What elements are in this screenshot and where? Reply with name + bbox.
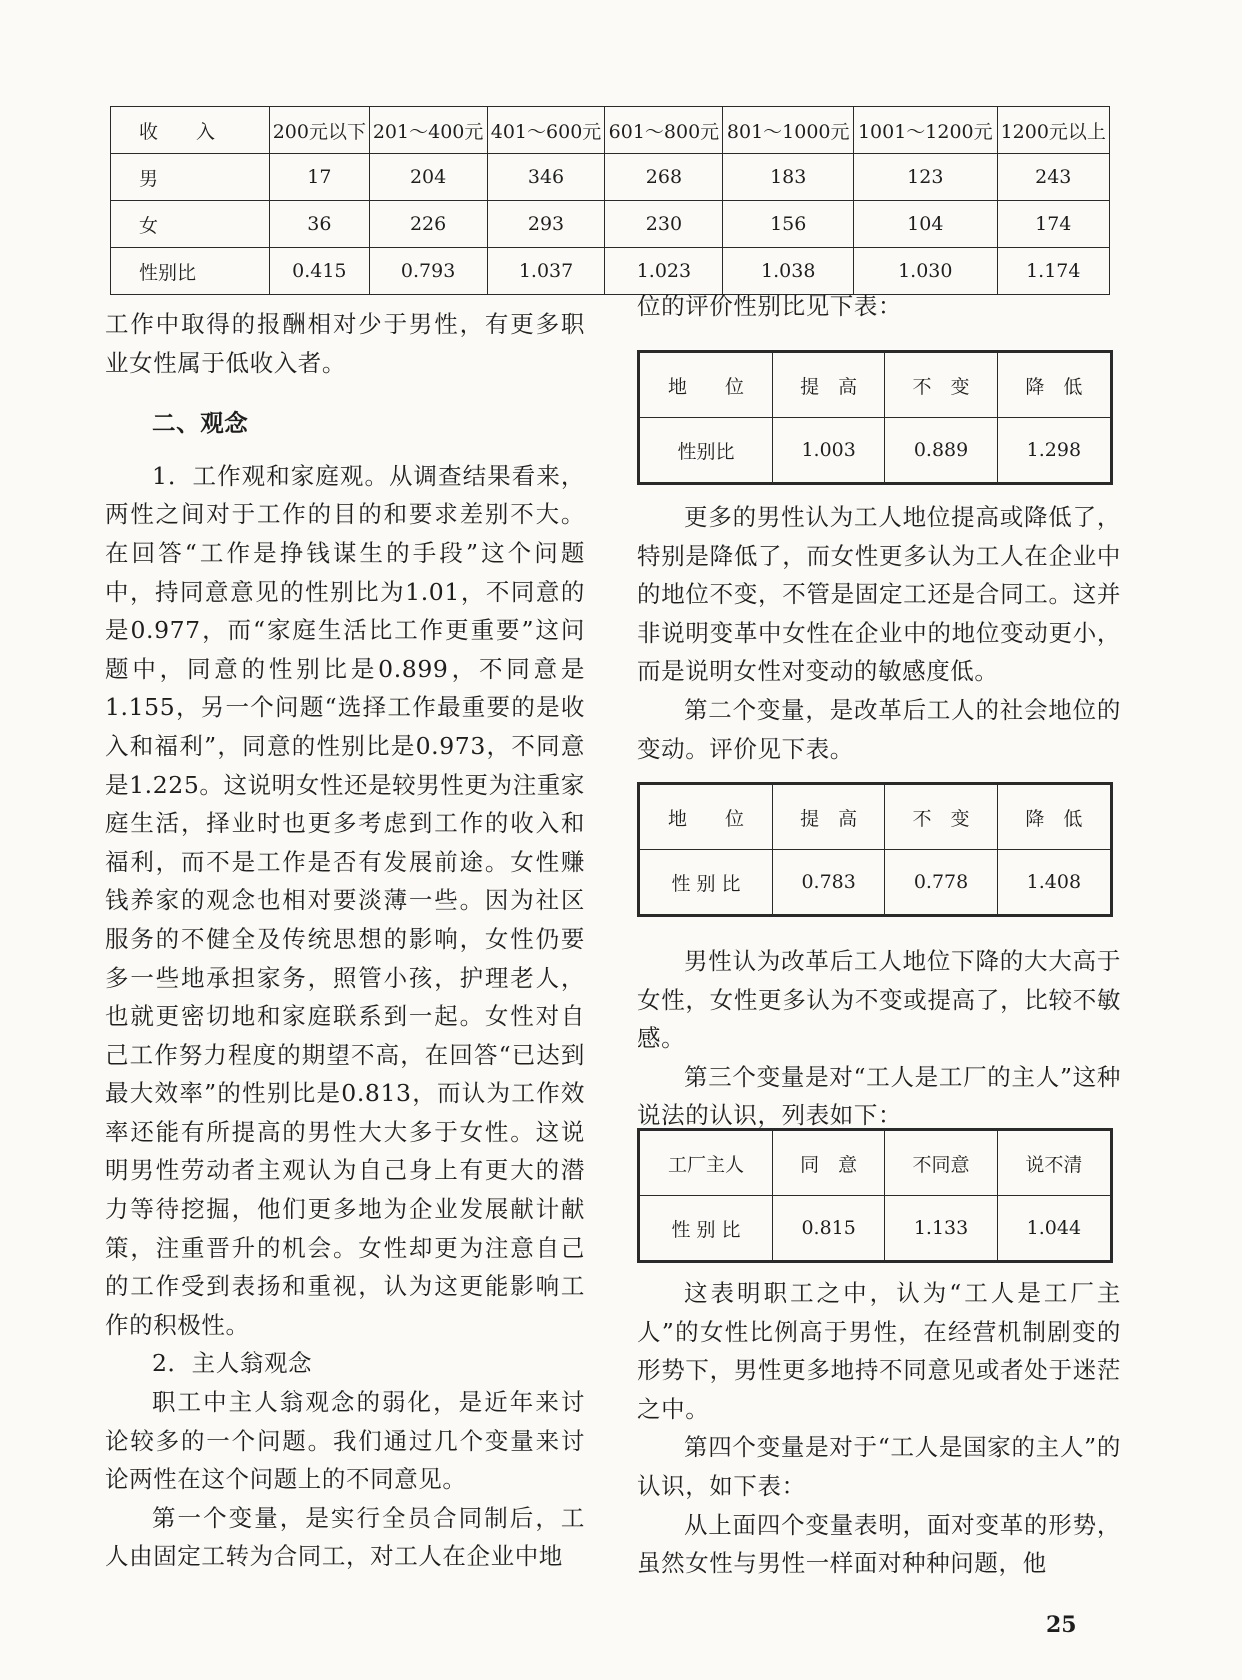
income-header-cell: 1200元以上 [997,107,1109,154]
table-cell: 123 [854,154,997,201]
table-cell: 226 [369,201,487,248]
table-header-cell: 地 位 [639,784,773,850]
table-header-cell: 不同意 [885,1130,997,1196]
table-cell: 男 [111,154,270,201]
table-header-cell: 工厂主人 [639,1130,773,1196]
table-cell: 性 别 比 [639,1196,773,1262]
table-cell: 1.003 [773,418,885,484]
table-header-cell: 地 位 [639,352,773,418]
paragraph: 第一个变量，是实行全员合同制后，工人由固定工转为合同工，对工人在企业中地 [105,1503,585,1571]
page-number: 25 [1046,1612,1077,1638]
left-column [105,305,585,1576]
table-header-cell: 不 变 [885,352,997,418]
table-cell: 0.793 [369,248,487,295]
table-header-row [639,352,1112,418]
table-header-row [639,1130,1112,1196]
table-cell: 1.023 [605,248,723,295]
table-cell: 0.783 [773,850,885,916]
table-cell: 性 别 比 [639,850,773,916]
income-header-cell: 1001～1200元 [854,107,997,154]
table-cell: 0.889 [885,418,997,484]
table-cell: 17 [270,154,370,201]
table-cell: 0.415 [270,248,370,295]
table-header-cell: 提 高 [773,352,885,418]
paragraph: 工作中取得的报酬相对少于男性，有更多职业女性属于低收入者。 [105,310,585,377]
table-cell: 230 [605,201,723,248]
paragraph: 这表明职工之中，认为“工人是工厂主人”的女性比例高于男性，在经营机制剧变的形势下，男性更多地持不同意见或者处于迷茫之中。 [637,1279,1121,1423]
paragraph: 更多的男性认为工人地位提高或降低了，特别是降低了，而女性更多认为工人在企业中的地位不变，不管是固定工还是合同工。这并非说明变革中女性在企业中的地位变动更小，而是说明女性对变动的敏感度低。 [637,503,1121,686]
paragraph: 第二个变量，是改革后工人的社会地位的变动。评价见下表。 [637,695,1121,763]
income-header-row [111,107,1110,154]
table-cell: 156 [723,201,854,248]
table-cell: 1.174 [997,248,1109,295]
table-header-row [639,784,1112,850]
table-cell: 36 [270,201,370,248]
table-cell: 性别比 [111,248,270,295]
income-header-cell: 200元以下 [270,107,370,154]
income-header-cell: 601～800元 [605,107,723,154]
subsection-heading: 2．主人翁观念 [152,1349,313,1378]
table-cell: 104 [854,201,997,248]
table-header-cell: 提 高 [773,784,885,850]
table-cell: 1.133 [885,1196,997,1262]
income-header-cell: 201～400元 [369,107,487,154]
table-cell: 243 [997,154,1109,201]
table-header-cell: 同 意 [773,1130,885,1196]
table-row [639,1196,1112,1262]
right-column-block-b [637,498,1121,768]
table-cell: 女 [111,201,270,248]
table-cell: 性别比 [639,418,773,484]
paragraph: 第四个变量是对于“工人是国家的主人”的认识，如下表： [637,1433,1121,1500]
table-cell: 1.298 [997,418,1111,484]
table-header-cell: 不 变 [885,784,997,850]
table-cell: 174 [997,201,1109,248]
paragraph: 1．工作观和家庭观。从调查结果看来，两性之间对于工作的目的和要求差别不大。在回答“工作是挣钱谋生的手段”这个问题中，持同意意见的性别比为1.01，不同意的是0.977，而“家庭生活比工作更重要”这问题中，同意的性别比是0.899，不同意是1.155，另一个问题“选择工作最重要的是收入和福利”，同意的性别比是0.973，不同意是1.225。这说明女性还是较男性更为注重家庭生活，择业时也更多考虑到工作的收入和福利，而不是工作是否有发展前途。女性赚钱养家的观念也相对要淡薄一些。因为社区服务的不健全及传统思想的影响，女性仍要多一些地承担家务，照管小孩，护理老人，也就更密切地和家庭联系到一起。女性对自己工作努力程度的期望不高，在回答“已达到最大效率”的性别比是0.813，而认为工作效率还能有所提高的男性大大多于女性。这说明男性劳动者主观认为自己身上有更大的潜力等待挖掘，他们更多地为企业发展献计献策，注重晋升的机会。女性却更为注意自己的工作受到表扬和重视，认为这更能影响工作的积极性。 [105,461,585,1339]
status-table-second-variable [637,782,1113,917]
table-row [639,418,1112,484]
table-cell: 268 [605,154,723,201]
income-header-cell: 401～600元 [487,107,605,154]
table-cell: 183 [723,154,854,201]
right-column-block-d [637,1274,1121,1583]
income-row-male [111,154,1110,201]
status-table-first-variable [637,350,1113,485]
paragraph: 职工中主人翁观念的弱化，是近年来讨论较多的一个问题。我们通过几个变量来讨论两性在这个问题上的不同意见。 [105,1388,585,1494]
paragraph: 从上面四个变量表明，面对变革的形势，虽然女性与男性一样面对种种问题，他 [637,1510,1121,1578]
table-cell: 0.815 [773,1196,885,1262]
paragraph: 第三个变量是对“工人是工厂的主人”这种说法的认识，列表如下： [637,1062,1121,1130]
right-column-block-c [637,942,1121,1135]
table-header-cell: 说不清 [997,1130,1111,1196]
table-cell: 1.037 [487,248,605,295]
table-header-cell: 降 低 [997,352,1111,418]
table-cell: 1.038 [723,248,854,295]
income-header-cell: 收 入 [111,107,270,154]
right-column-intro [637,287,1121,326]
paragraph: 男性认为改革后工人地位下降的大大高于女性，女性更多认为不变或提高了，比较不敏感。 [637,947,1121,1053]
table-cell: 1.044 [997,1196,1111,1262]
table-header-cell: 降 低 [997,784,1111,850]
income-header-cell: 801～1000元 [723,107,854,154]
table-cell: 1.408 [997,850,1111,916]
table-cell: 204 [369,154,487,201]
income-row-female [111,201,1110,248]
table-row [639,850,1112,916]
paragraph: 位的评价性别比见下表： [637,292,903,320]
section-heading: 二、观念 [152,409,249,438]
table-cell: 346 [487,154,605,201]
table-cell: 293 [487,201,605,248]
income-table [110,106,1110,295]
table-cell: 1.030 [854,248,997,295]
factory-owner-table [637,1128,1113,1263]
table-cell: 0.778 [885,850,997,916]
